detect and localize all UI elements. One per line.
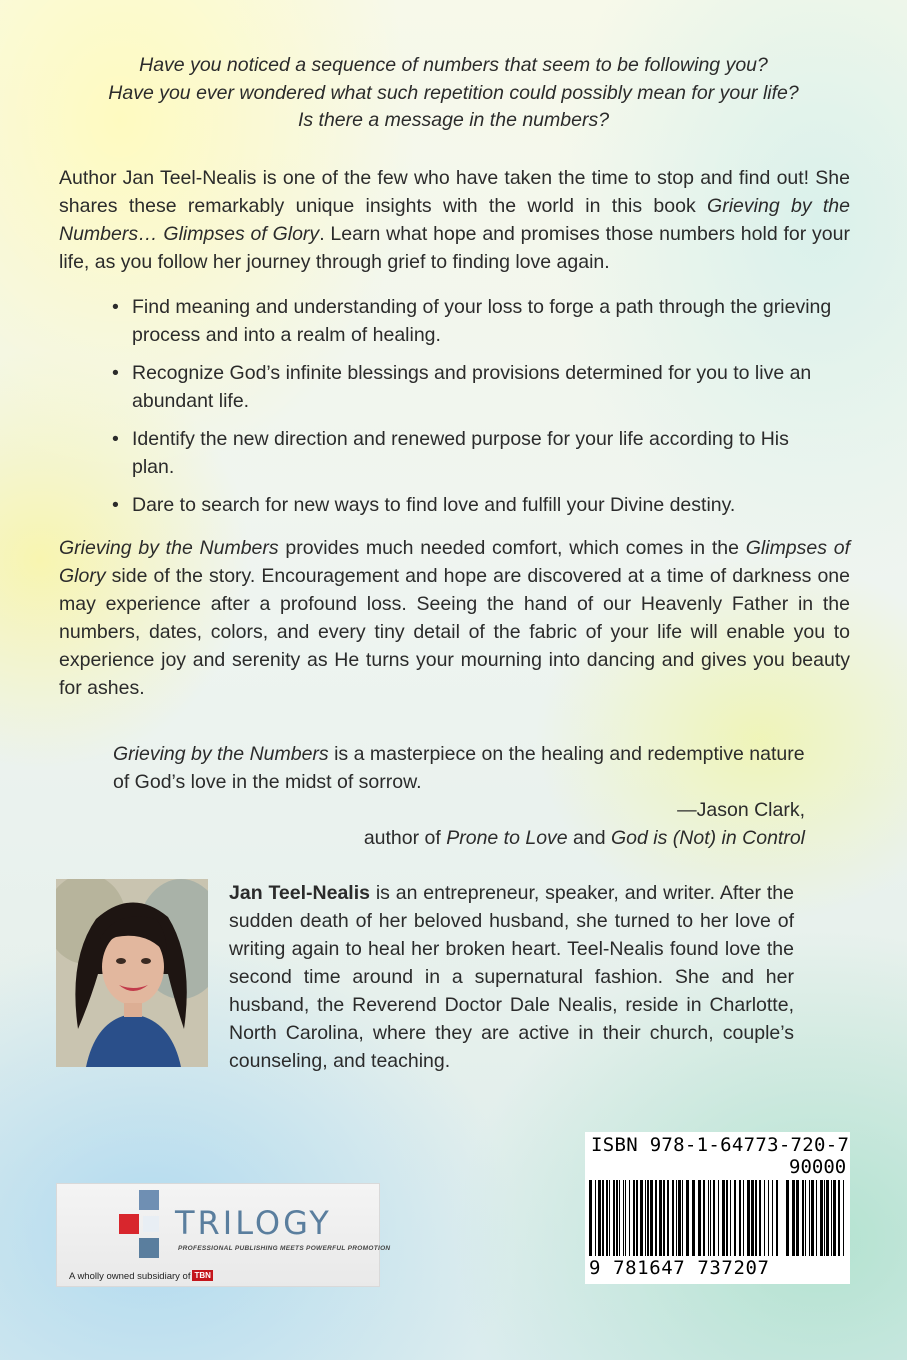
barcode-stripe	[703, 1180, 705, 1256]
barcode-stripe	[623, 1180, 624, 1256]
barcode-stripe	[820, 1180, 823, 1256]
barcode-stripe	[625, 1180, 626, 1256]
barcode-stripe	[768, 1180, 769, 1256]
barcode-stripe	[616, 1180, 618, 1256]
barcode-stripe	[759, 1180, 761, 1256]
barcode-stripe	[743, 1180, 744, 1256]
price-code: 90000	[789, 1156, 847, 1178]
barcode-stripe	[645, 1180, 646, 1256]
credit-and: and	[567, 827, 612, 849]
barcode-stripe	[730, 1180, 731, 1256]
publisher-name: TRILOGY	[175, 1204, 332, 1242]
barcode-stripe	[633, 1180, 635, 1256]
barcode-stripe	[809, 1180, 810, 1256]
barcode-stripe	[659, 1180, 662, 1256]
barcode-stripe	[833, 1180, 836, 1256]
barcode-stripe	[708, 1180, 709, 1256]
benefit-list	[112, 293, 832, 529]
benefit-item: • Recognize God’s infinite blessings and provisions determined for you to live an abundant life.	[112, 359, 832, 415]
publisher-subsidiary-line	[69, 1270, 213, 1282]
barcode-stripe	[734, 1180, 736, 1256]
author-name: Jan Teel-Nealis	[229, 882, 370, 904]
book-title-italic: Grieving by the Numbers… Glimpses of Glory	[59, 195, 850, 245]
intro-line-2: Have you ever wondered what such repetition could possibly mean for your life?	[108, 81, 799, 104]
barcode-stripe	[816, 1180, 817, 1256]
barcode-stripe	[598, 1180, 601, 1256]
barcode-stripe	[676, 1180, 677, 1256]
benefit-item: • Find meaning and understanding of your loss to forge a path through the grieving process and into a realm of healing.	[112, 293, 832, 349]
para1-text-c: . Learn what hope and promises those numbers hold for your life, as you follow her journey through grief to finding love again.	[59, 223, 850, 273]
barcode-stripe	[672, 1180, 674, 1256]
barcode-stripe	[619, 1180, 620, 1256]
intro-line-1: Have you noticed a sequence of numbers that seem to be following you?	[139, 54, 768, 76]
barcode-stripe	[686, 1180, 689, 1256]
barcode-stripe	[838, 1180, 840, 1256]
barcode-stripe	[667, 1180, 669, 1256]
barcode-stripe	[609, 1180, 610, 1256]
credit-prefix: author of	[363, 827, 447, 849]
intro-questions	[60, 52, 847, 135]
barcode-stripe	[595, 1180, 596, 1256]
credit-book-1: Prone to Love	[446, 827, 568, 849]
benefit-item: • Dare to search for new ways to find love and fulfill your Divine destiny.	[112, 491, 832, 519]
endorsement-quote	[113, 740, 813, 852]
barcode-bars	[589, 1180, 779, 1256]
barcode-stripe	[698, 1180, 701, 1256]
author-bio	[229, 879, 794, 1075]
barcode-stripe	[739, 1180, 741, 1256]
para2-text-d: side of the story. Encouragement and hope are discovered at a time of darkness one may experience after a profound loss. Seeing the hand of our Heavenly Father in the numbers, dates, colors, and every tiny detail of the fabric of your life will enable you to experience joy and serenity as He turns your mourning into dancing and gives you beauty for ashes.	[59, 565, 850, 699]
barcode-stripe	[811, 1180, 814, 1256]
benefit-item: • Identify the new direction and renewed purpose for your life according to His plan.	[112, 425, 832, 481]
barcode-digits: 9 781647 737207	[589, 1257, 770, 1279]
description-paragraph-1	[59, 164, 850, 276]
tbn-logo: TBN	[194, 1271, 211, 1280]
barcode-stripe	[722, 1180, 725, 1256]
barcode-stripe	[718, 1180, 719, 1256]
barcode-stripe	[776, 1180, 778, 1256]
barcode-stripe	[726, 1180, 728, 1256]
publisher-tagline: PROFESSIONAL PUBLISHING MEETS POWERFUL PROMOTION	[178, 1245, 391, 1252]
barcode-stripe	[713, 1180, 715, 1256]
barcode-stripe	[796, 1180, 799, 1256]
barcode-stripe	[640, 1180, 643, 1256]
barcode-stripe	[629, 1180, 630, 1256]
barcode-stripe	[831, 1180, 832, 1256]
para2-title-a: Grieving by the Numbers	[59, 537, 279, 559]
quote-text: is a masterpiece on the healing and redemptive nature of God’s love in the midst of sorrow.	[113, 743, 805, 793]
barcode-stripe	[606, 1180, 608, 1256]
barcode-stripe	[805, 1180, 806, 1256]
barcode-stripe	[824, 1180, 825, 1256]
barcode-stripe	[751, 1180, 754, 1256]
barcode-stripe	[655, 1180, 657, 1256]
publisher-logo	[56, 1183, 391, 1287]
barcode-stripe	[589, 1180, 592, 1256]
para2-title-c: Glimpses of Glory	[59, 537, 850, 587]
price-barcode-bars	[786, 1180, 846, 1256]
barcode-stripe	[755, 1180, 757, 1256]
barcode-stripe	[772, 1180, 773, 1256]
barcode-stripe	[613, 1180, 615, 1256]
author-photo	[56, 879, 208, 1067]
quote-author-credit	[113, 824, 813, 852]
barcode-stripe	[802, 1180, 804, 1256]
barcode-stripe	[663, 1180, 665, 1256]
para1-text-a: Author Jan Teel-Nealis is one of the few who have taken the time to stop and find out! She shares these remarkably unique insights with the world in this book	[59, 167, 850, 217]
barcode-stripe	[647, 1180, 649, 1256]
isbn-barcode	[585, 1132, 850, 1284]
barcode-stripe	[636, 1180, 638, 1256]
barcode-stripe	[747, 1180, 750, 1256]
quote-author: —Jason Clark,	[677, 799, 805, 821]
intro-line-3: Is there a message in the numbers?	[297, 109, 610, 131]
barcode-stripe	[792, 1180, 795, 1256]
cross-logo-icon	[115, 1186, 177, 1268]
quote-book-title: Grieving by the Numbers	[113, 743, 329, 765]
barcode-stripe	[682, 1180, 683, 1256]
para2-text-b: provides much needed comfort, which comes in the	[278, 537, 746, 559]
credit-book-2: God is (Not) in Control	[611, 827, 805, 849]
barcode-stripe	[786, 1180, 789, 1256]
description-paragraph-2	[59, 534, 850, 702]
barcode-stripe	[826, 1180, 829, 1256]
quote-body	[113, 740, 813, 796]
barcode-stripe	[602, 1180, 604, 1256]
subsidiary-text: A wholly owned subsidiary of	[69, 1271, 191, 1282]
isbn-label: ISBN 978-1-64773-720-7	[591, 1134, 850, 1156]
barcode-stripe	[843, 1180, 844, 1256]
barcode-stripe	[678, 1180, 681, 1256]
author-bio-text: is an entrepreneur, speaker, and writer. After the sudden death of her beloved husband, she turned to her love of writing again to heal her broken heart. Teel-Nealis found love the second time around in a supernatural fashion. She and her husband, the Reverend Doctor Dale Nealis, reside in Charlotte, North Carolina, where they are active in their church, couple’s counseling, and teaching.	[229, 882, 794, 1072]
barcode-stripe	[692, 1180, 695, 1256]
barcode-stripe	[710, 1180, 711, 1256]
barcode-stripe	[764, 1180, 765, 1256]
barcode-stripe	[650, 1180, 653, 1256]
